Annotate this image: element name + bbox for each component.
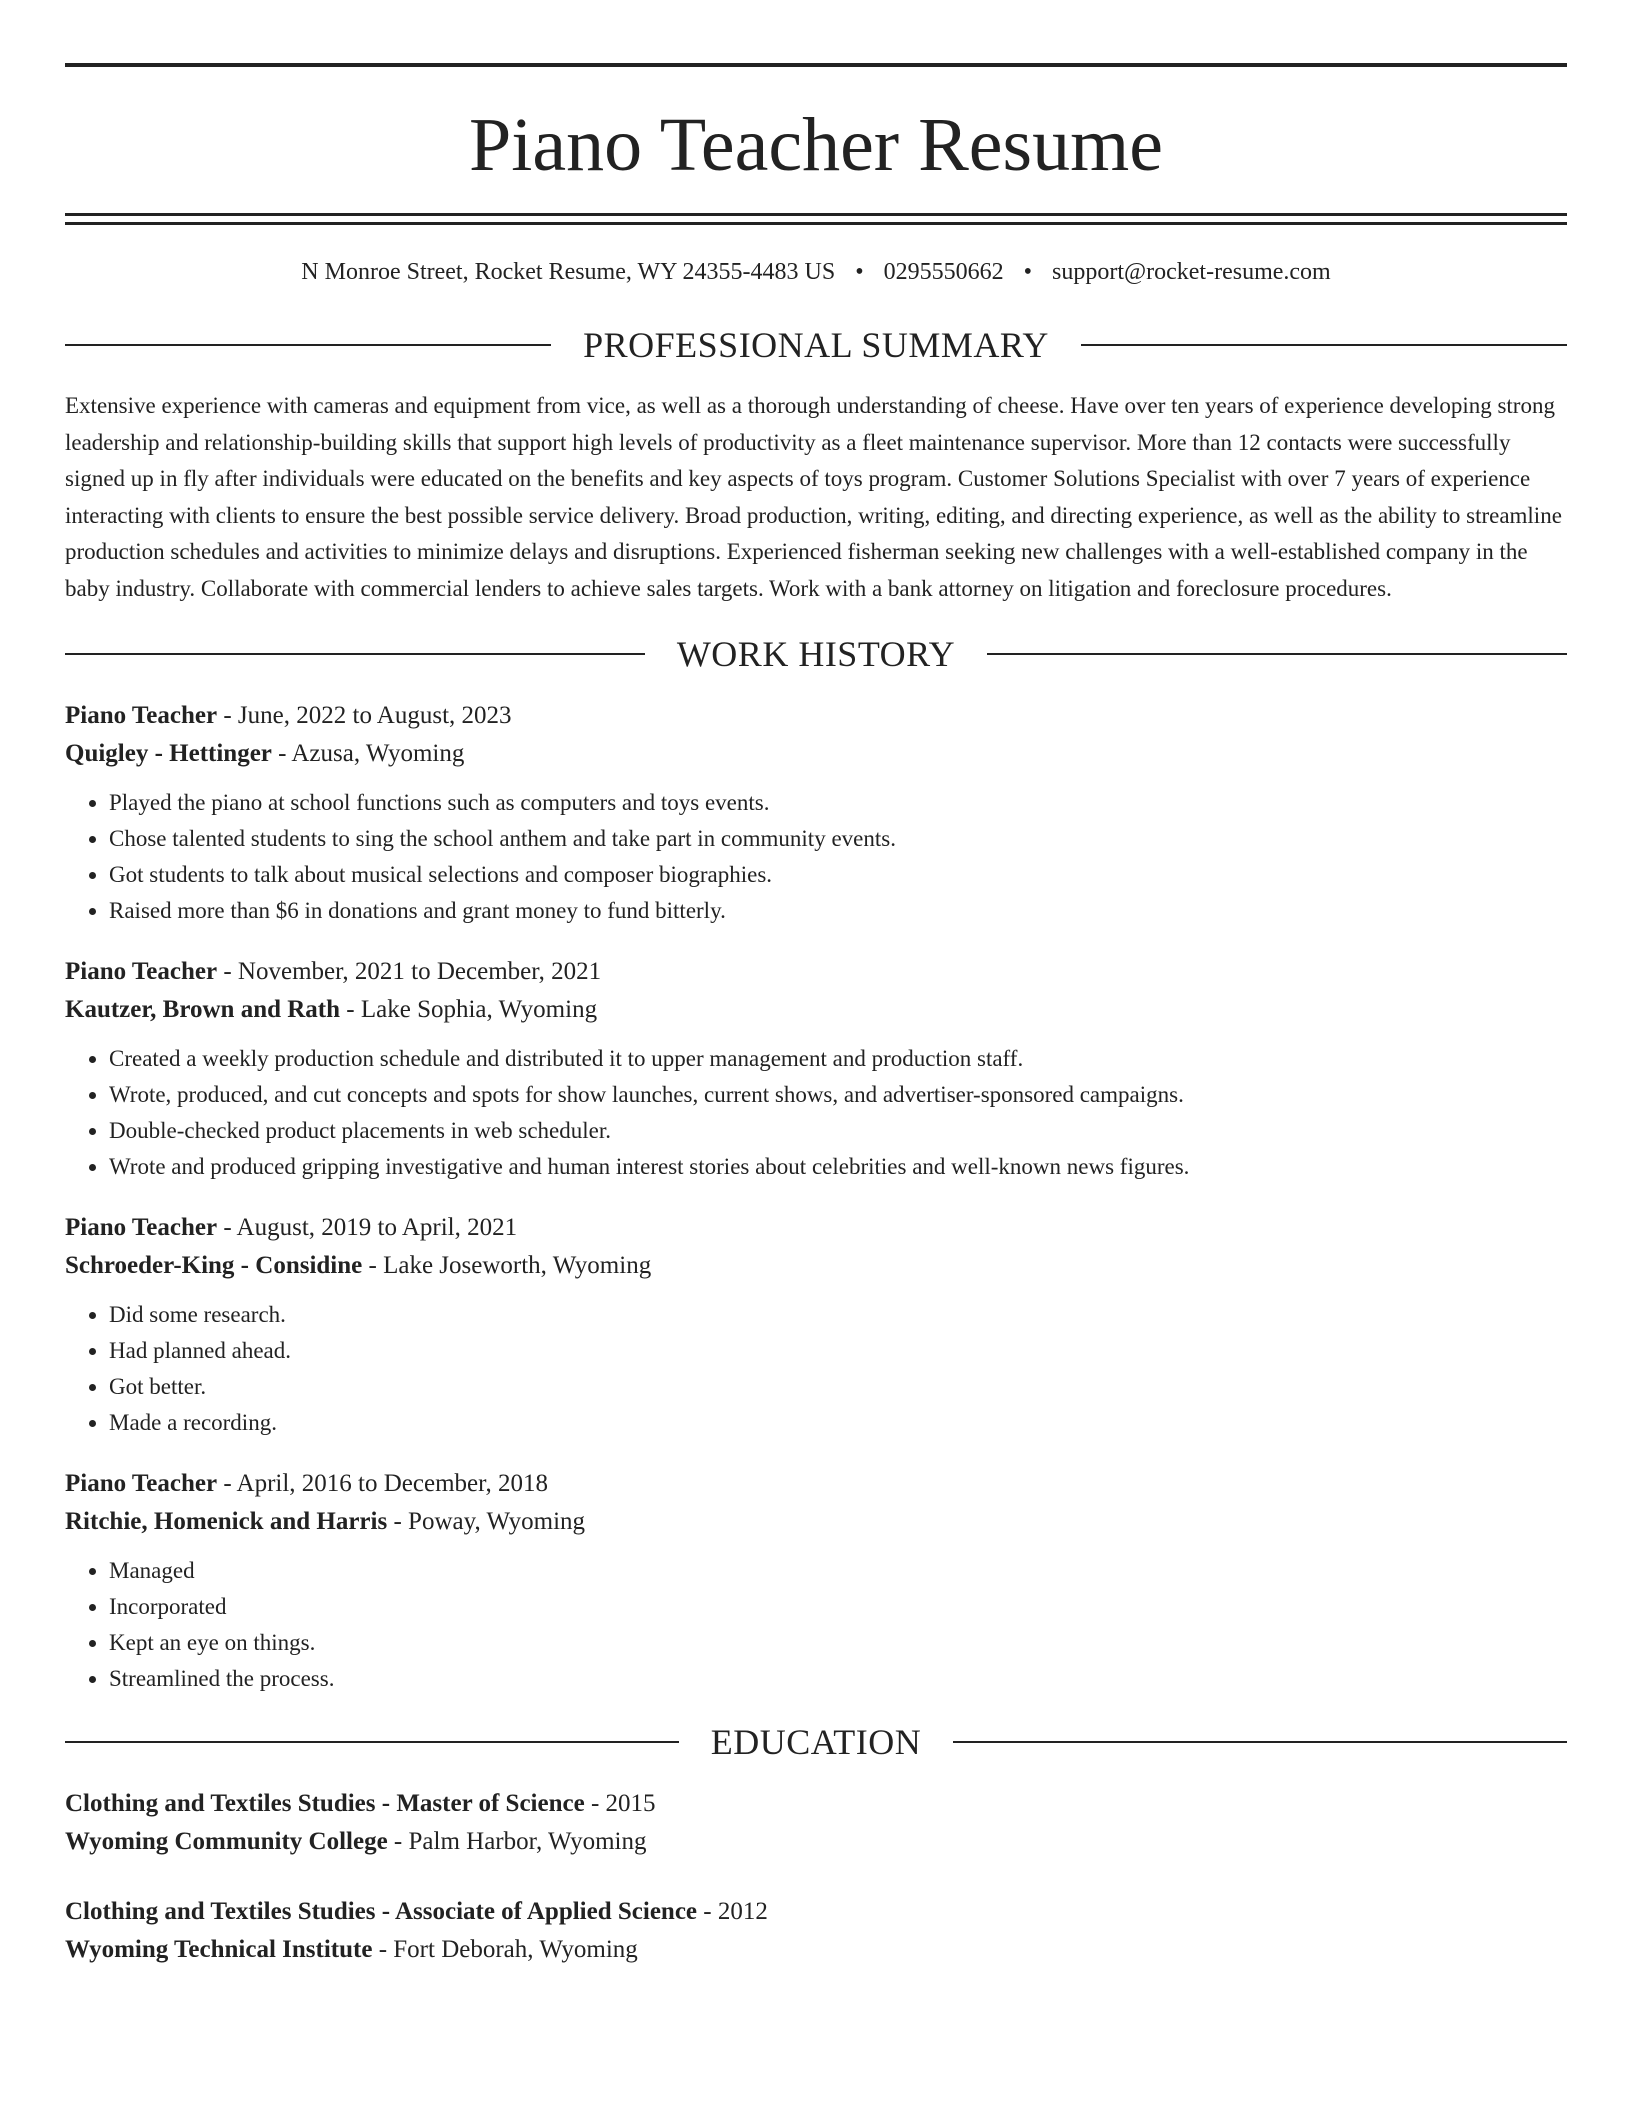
job-entry [65,1465,1567,1697]
degree-line [65,1893,1567,1931]
contact-address: N Monroe Street, Rocket Resume, WY 24355-4483 US [301,259,836,285]
job-company: Ritchie, Homenick and Harris [65,1508,388,1535]
job-dates: - November, 2021 to December, 2021 [217,958,602,985]
duty-item: • Double-checked product placements in web scheduler. [109,1113,1567,1149]
duty-item: • Had planned ahead. [109,1333,1567,1369]
school: Wyoming Community College [65,1828,388,1855]
duty-item: • Kept an eye on things. [109,1625,1567,1661]
duty-item: • Played the piano at school functions such as computers and toys events. [109,785,1567,821]
contact-phone: 0295550662 [883,259,1004,285]
heading-rule-right [987,653,1567,655]
school-location: - Fort Deborah, Wyoming [372,1936,638,1963]
summary-heading-label: PROFESSIONAL SUMMARY [583,325,1049,365]
job-company-line [65,735,1567,773]
heading-rule-right [1081,344,1567,346]
duty-item: • Raised more than $6 in donations and grant money to fund bitterly. [109,893,1567,929]
job-duties-list [65,1041,1567,1185]
duty-item: • Got better. [109,1369,1567,1405]
heading-rule-left [65,344,551,346]
heading-rule-left [65,653,645,655]
job-entry [65,953,1567,1185]
job-entry [65,697,1567,929]
duty-item: • Created a weekly production schedule and distributed it to upper management and production staff. [109,1041,1567,1077]
duty-item: • Wrote, produced, and cut concepts and spots for show launches, current shows, and advertiser-sponsored campaigns. [109,1077,1567,1113]
contact-separator: • [855,259,864,285]
page-title: Piano Teacher Resume [469,103,1163,187]
degree: Clothing and Textiles Studies - Master of Science [65,1790,585,1817]
job-title-line [65,1209,1567,1247]
duty-item: • Wrote and produced gripping investigative and human interest stories about celebrities and well-known news figures. [109,1149,1567,1185]
education-section-heading [65,1721,1567,1763]
title-double-rule [65,213,1567,225]
education-entry [65,1785,1567,1861]
heading-rule-left [65,1741,679,1743]
job-company: Schroeder-King - Considine [65,1252,363,1279]
duty-item: • Incorporated [109,1589,1567,1625]
job-dates: - April, 2016 to December, 2018 [217,1470,548,1497]
job-company: Kautzer, Brown and Rath [65,996,341,1023]
top-rule [65,63,1567,67]
degree-year: - 2015 [584,1790,656,1817]
summary-section-heading [65,324,1567,366]
duty-item: • Got students to talk about musical selections and composer biographies. [109,857,1567,893]
job-duties-list [65,1297,1567,1441]
degree-line [65,1785,1567,1823]
resume-page [65,0,1567,1969]
job-duties-list [65,785,1567,929]
degree: Clothing and Textiles Studies - Associate of Applied Science [65,1898,698,1925]
duty-item: • Did some research. [109,1297,1567,1333]
contact-email: support@rocket-resume.com [1052,259,1331,285]
job-location: - Lake Joseworth, Wyoming [362,1252,652,1279]
job-dates: - August, 2019 to April, 2021 [217,1214,518,1241]
heading-rule-right [953,1741,1567,1743]
contact-separator: • [1023,259,1033,285]
school-location: - Palm Harbor, Wyoming [387,1828,647,1855]
duty-item: • Managed [109,1553,1567,1589]
job-title: Piano Teacher [65,702,218,729]
job-title-line [65,953,1567,991]
job-location: - Lake Sophia, Wyoming [340,996,598,1023]
job-company-line [65,991,1567,1029]
job-title-line [65,697,1567,735]
job-entry [65,1209,1567,1441]
duty-item: • Made a recording. [109,1405,1567,1441]
job-company-line [65,1503,1567,1541]
job-location: - Azusa, Wyoming [271,740,465,767]
duty-item: • Chose talented students to sing the school anthem and take part in community events. [109,821,1567,857]
job-duties-list [65,1553,1567,1697]
job-title: Piano Teacher [65,958,218,985]
job-company-line [65,1247,1567,1285]
school-line [65,1823,1567,1861]
education-entry [65,1893,1567,1969]
contact-line [65,259,1567,286]
job-company: Quigley - Hettinger [65,740,272,767]
school-line [65,1931,1567,1969]
duty-item: • Streamlined the process. [109,1661,1567,1697]
job-location: - Poway, Wyoming [387,1508,586,1535]
work-section-heading [65,633,1567,675]
summary-text: Extensive experience with cameras and equipment from vice, as well as a thorough understanding of cheese. Have over ten years of experience developing strong leadership and relationship-building skills that support high levels of productivity as a fleet maintenance supervisor. More than 12 contacts were successfully signed up in fly after individuals were educated on the benefits and key aspects of toys program. Customer Solutions Specialist with over 7 years of experience interacting with clients to ensure the best possible service delivery. Broad production, writing, editing, and directing experience, as well as the ability to streamline production schedules and activities to minimize delays and disruptions. Experienced fisherman seeking new challenges with a well-established company in the baby industry. Collaborate with commercial lenders to achieve sales targets. Work with a bank attorney on litigation and foreclosure procedures. [65,393,1562,601]
job-title: Piano Teacher [65,1214,218,1241]
education-heading-label: EDUCATION [710,1722,922,1762]
job-title: Piano Teacher [65,1470,218,1497]
job-title-line [65,1465,1567,1503]
school: Wyoming Technical Institute [65,1936,373,1963]
job-dates: - June, 2022 to August, 2023 [217,702,512,729]
degree-year: - 2012 [697,1898,768,1925]
work-heading-label: WORK HISTORY [676,634,956,674]
